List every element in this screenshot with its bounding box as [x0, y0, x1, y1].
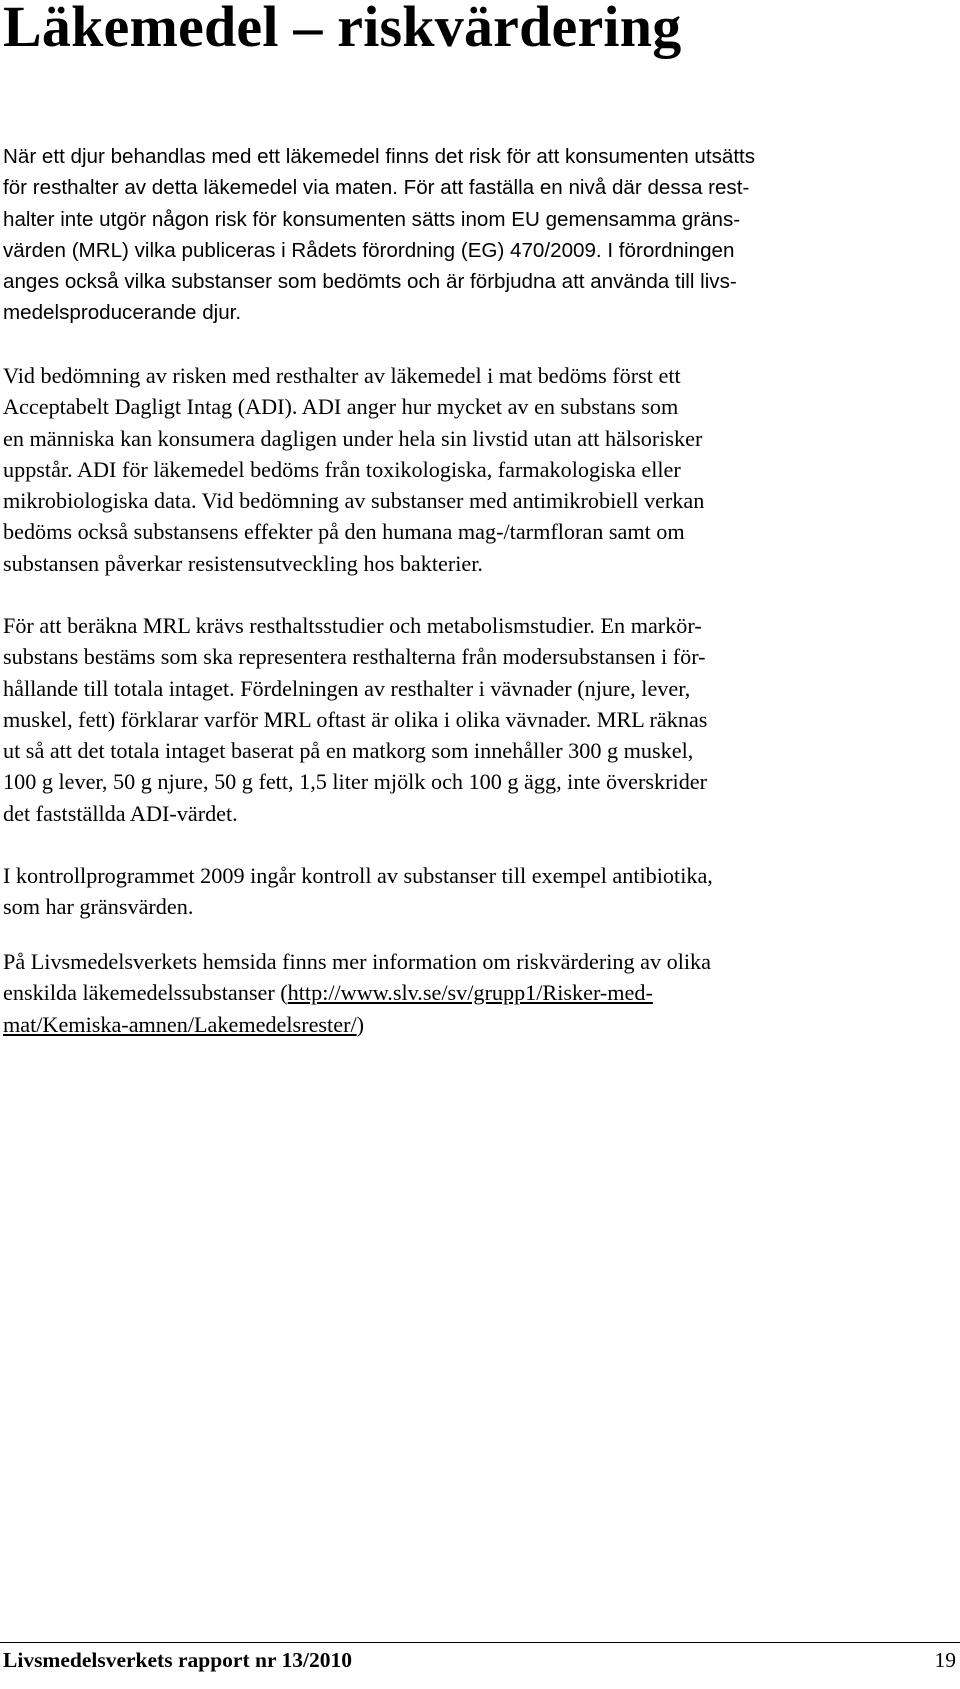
text-line: anges också vilka substanser som bedömts och är förbjudna att använda till livs-: [3, 270, 737, 294]
text-line: När ett djur behandlas med ett läkemedel finns det risk för att konsumenten utsätts: [3, 145, 756, 168]
text-line: hållande till totala intaget. Fördelningen av resthalter i vävnader (njure, lever,: [3, 675, 691, 701]
text-line: mikrobiologiska data. Vid bedömning av substanser med antimikrobiell verkan: [3, 488, 705, 514]
text-line: Vid bedömning av risken med resthalter av läkemedel i mat bedöms först ett: [3, 363, 681, 388]
text-line: som har gränsvärden.: [3, 894, 194, 920]
text-line: [0, 977, 960, 1008]
slv-link[interactable]: http://www.slv.se/sv/grupp1/Risker-med-: [287, 980, 653, 1006]
paragraph-adi: [0, 360, 960, 579]
slv-link-continued[interactable]: mat/Kemiska-amnen/Lakemedelsrester/: [3, 1011, 357, 1037]
page-number: 19: [934, 1648, 956, 1672]
text-line: muskel, fett) förklarar varför MRL oftast är olika i olika vävnader. MRL räknas: [3, 706, 708, 732]
text-line: substansen påverkar resistensutveckling hos bakterier.: [3, 550, 483, 576]
text-line: halter inte utgör någon risk för konsumenten sätts inom EU gemensamma gräns-: [3, 207, 741, 231]
text-line: För att beräkna MRL krävs resthaltsstudier och metabolismstudier. En markör-: [3, 613, 702, 638]
text-line: medelsproducerande djur.: [3, 301, 242, 325]
text-line: det fastställda ADI-värdet.: [3, 800, 238, 826]
paragraph-kontrollprogram: [0, 860, 960, 923]
text-line: I kontrollprogrammet 2009 ingår kontroll av substanser till exempel antibiotika,: [3, 863, 713, 888]
text-line: uppstår. ADI för läkemedel bedöms från toxikologiska, farmakologiska eller: [3, 456, 681, 482]
link-suffix: ): [356, 1011, 365, 1037]
paragraph-more-info: [0, 946, 960, 1040]
text-line: en människa kan konsumera dagligen under hela sin livstid utan att hälsorisker: [3, 425, 703, 451]
text-line: [0, 1009, 960, 1040]
text-line: för resthalter av detta läkemedel via maten. För att faställa en nivå där dessa rest-: [3, 176, 750, 200]
text-line: Acceptabelt Dagligt Intag (ADI). ADI anger hur mycket av en substans som: [3, 394, 679, 420]
text-line: bedöms också substansens effekter på den humana mag-/tarmfloran samt om: [3, 519, 685, 545]
text-line: På Livsmedelsverkets hemsida finns mer information om riskvärdering av olika: [3, 949, 711, 974]
link-prefix: enskilda läkemedelssubstanser (: [3, 980, 288, 1006]
text-line: värden (MRL) vilka publiceras i Rådets förordning (EG) 470/2009. I förordningen: [3, 238, 735, 262]
page-footer: [0, 1642, 960, 1689]
text-line: substans bestäms som ska representera resthalterna från modersubstansen i för-: [3, 644, 706, 670]
paragraph-mrl: [0, 610, 960, 829]
text-line: ut så att det totala intaget baserat på en matkorg som innehåller 300 g muskel,: [3, 738, 694, 764]
paragraph-intro: [0, 141, 960, 329]
report-name: Livsmedelsverkets rapport nr 13/2010: [3, 1648, 352, 1672]
text-line: 100 g lever, 50 g njure, 50 g fett, 1,5 liter mjölk och 100 g ägg, inte överskrider: [3, 769, 708, 795]
page-title: Läkemedel – riskvärdering: [3, 0, 682, 59]
